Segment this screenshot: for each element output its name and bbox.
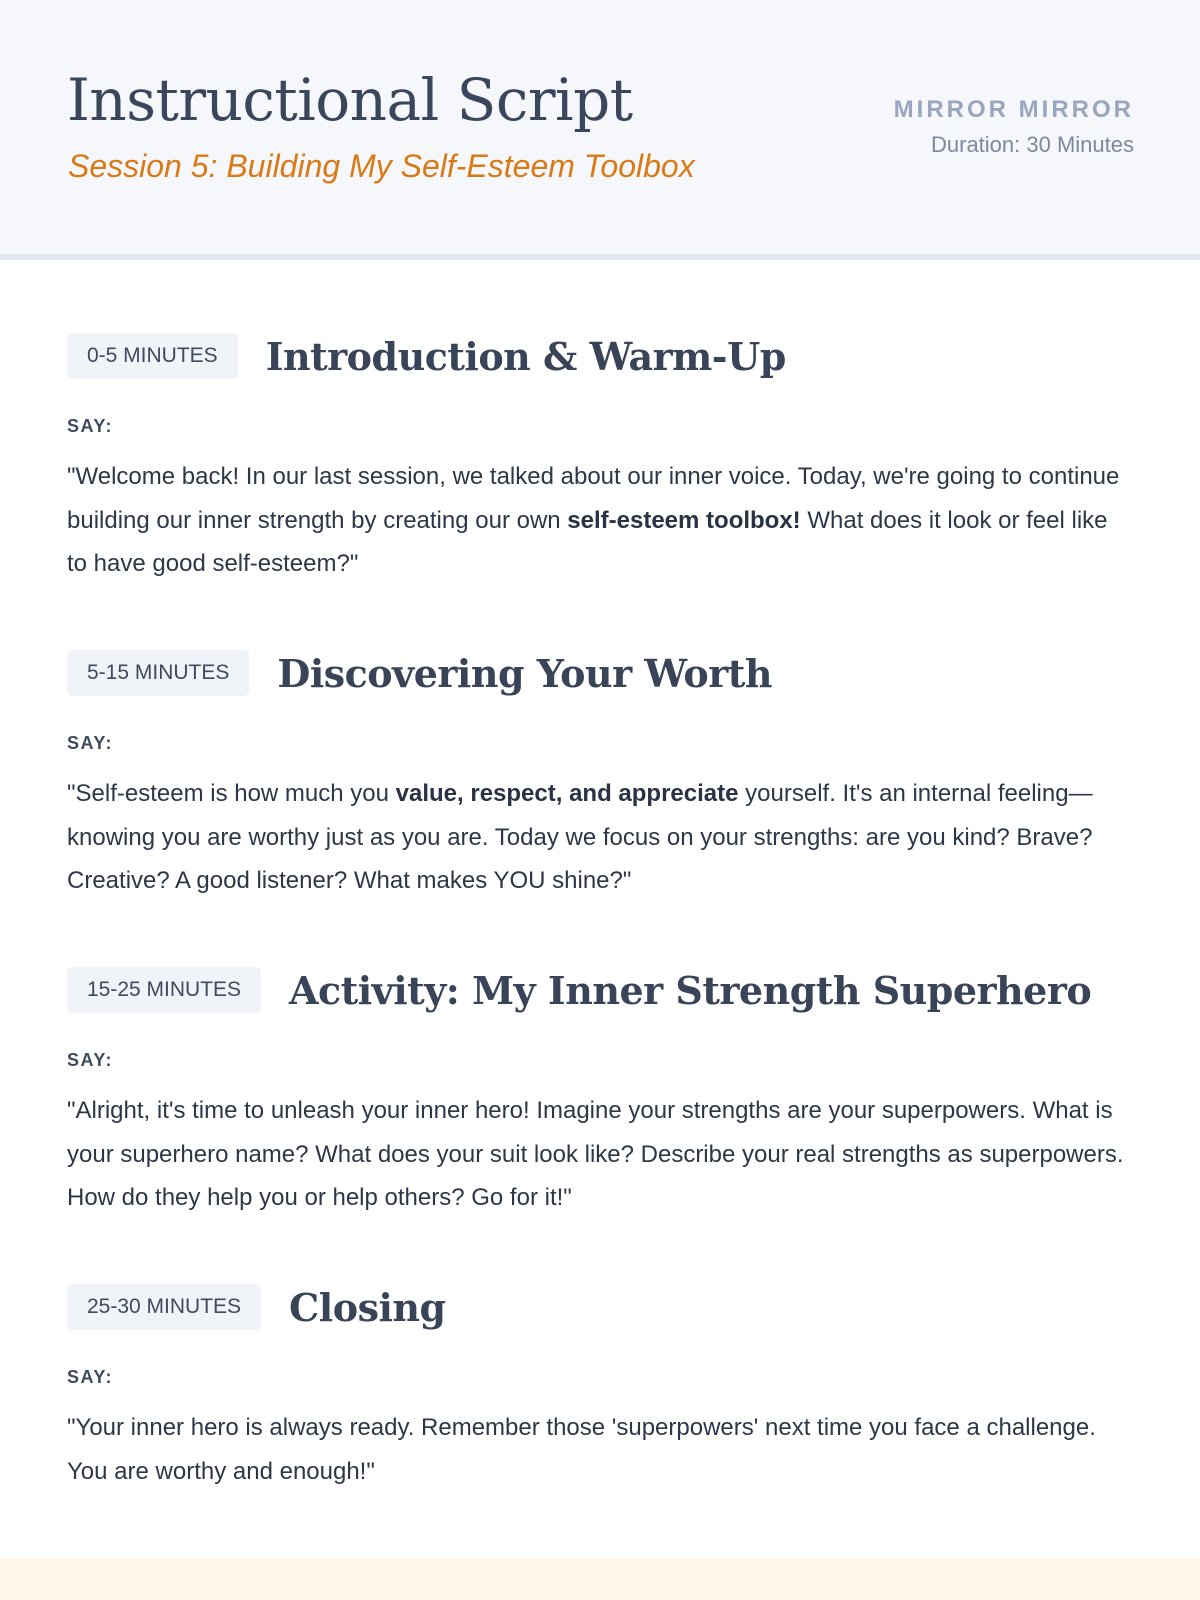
script-text [67,772,1133,903]
footer-band [0,1558,1200,1600]
time-badge: 5-15 MINUTES [67,650,249,696]
section-header [67,960,1133,1020]
session-subtitle: Session 5: Building My Self-Esteem Toolbox [68,148,695,184]
duration-label: Duration: 30 Minutes [931,132,1134,157]
script-text: "Your inner hero is always ready. Remember those 'superpowers' next time you face a challenge. You are worthy and enough!" [67,1414,1096,1485]
script-text: "Alright, it's time to unleash your inner hero! Imagine your strengths are your superpowers. What is your superhero name? What does your suit look like? Describe your real strengths as superpowers. How do they help you or help others? Go for it!" [67,1097,1124,1211]
script-text [67,455,1133,586]
script-text-emphasis: value, respect, and appreciate [395,780,739,807]
brand-block [894,96,1134,158]
brand-name: MIRROR MIRROR [893,96,1134,123]
time-badge: 15-25 MINUTES [67,967,261,1013]
section-discovering-worth [67,643,1133,903]
section-closing [67,1277,1133,1493]
script-text-part: "Self-esteem is how much you [67,780,396,807]
section-superhero-activity [67,960,1133,1220]
section-header [67,1277,1133,1337]
section-title: Closing [289,1284,446,1330]
section-introduction [67,326,1133,586]
script-text-part: What does it look or feel like to have good self-esteem?" [67,506,1108,577]
time-badge: 25-30 MINUTES [67,1284,261,1330]
script-text-part: yourself. It's an internal feeling—knowing you are worthy just as you are. Today we focus on your strengths: are you kind? Brave? Creative? A good listener? What makes YOU shine?" [67,780,1093,894]
say-label: SAY: [67,416,114,436]
section-header [67,326,1133,386]
section-header [67,643,1133,703]
time-badge: 0-5 MINUTES [67,333,238,379]
script-text-emphasis: self-esteem toolbox! [567,506,801,534]
say-label: SAY: [67,1050,114,1070]
say-label: SAY: [67,733,114,753]
document-header [0,0,1200,260]
say-label: SAY: [67,1367,114,1387]
section-title: Activity: My Inner Strength Superhero [289,967,1092,1013]
script-text-part: "Welcome back! In our last session, we talked about our inner voice. Today, we're going to continue building our inner strength by creating our own [67,463,1120,534]
section-title: Introduction & Warm-Up [265,333,786,379]
document-title: Instructional Script [67,66,633,134]
section-title: Discovering Your Worth [277,650,772,696]
